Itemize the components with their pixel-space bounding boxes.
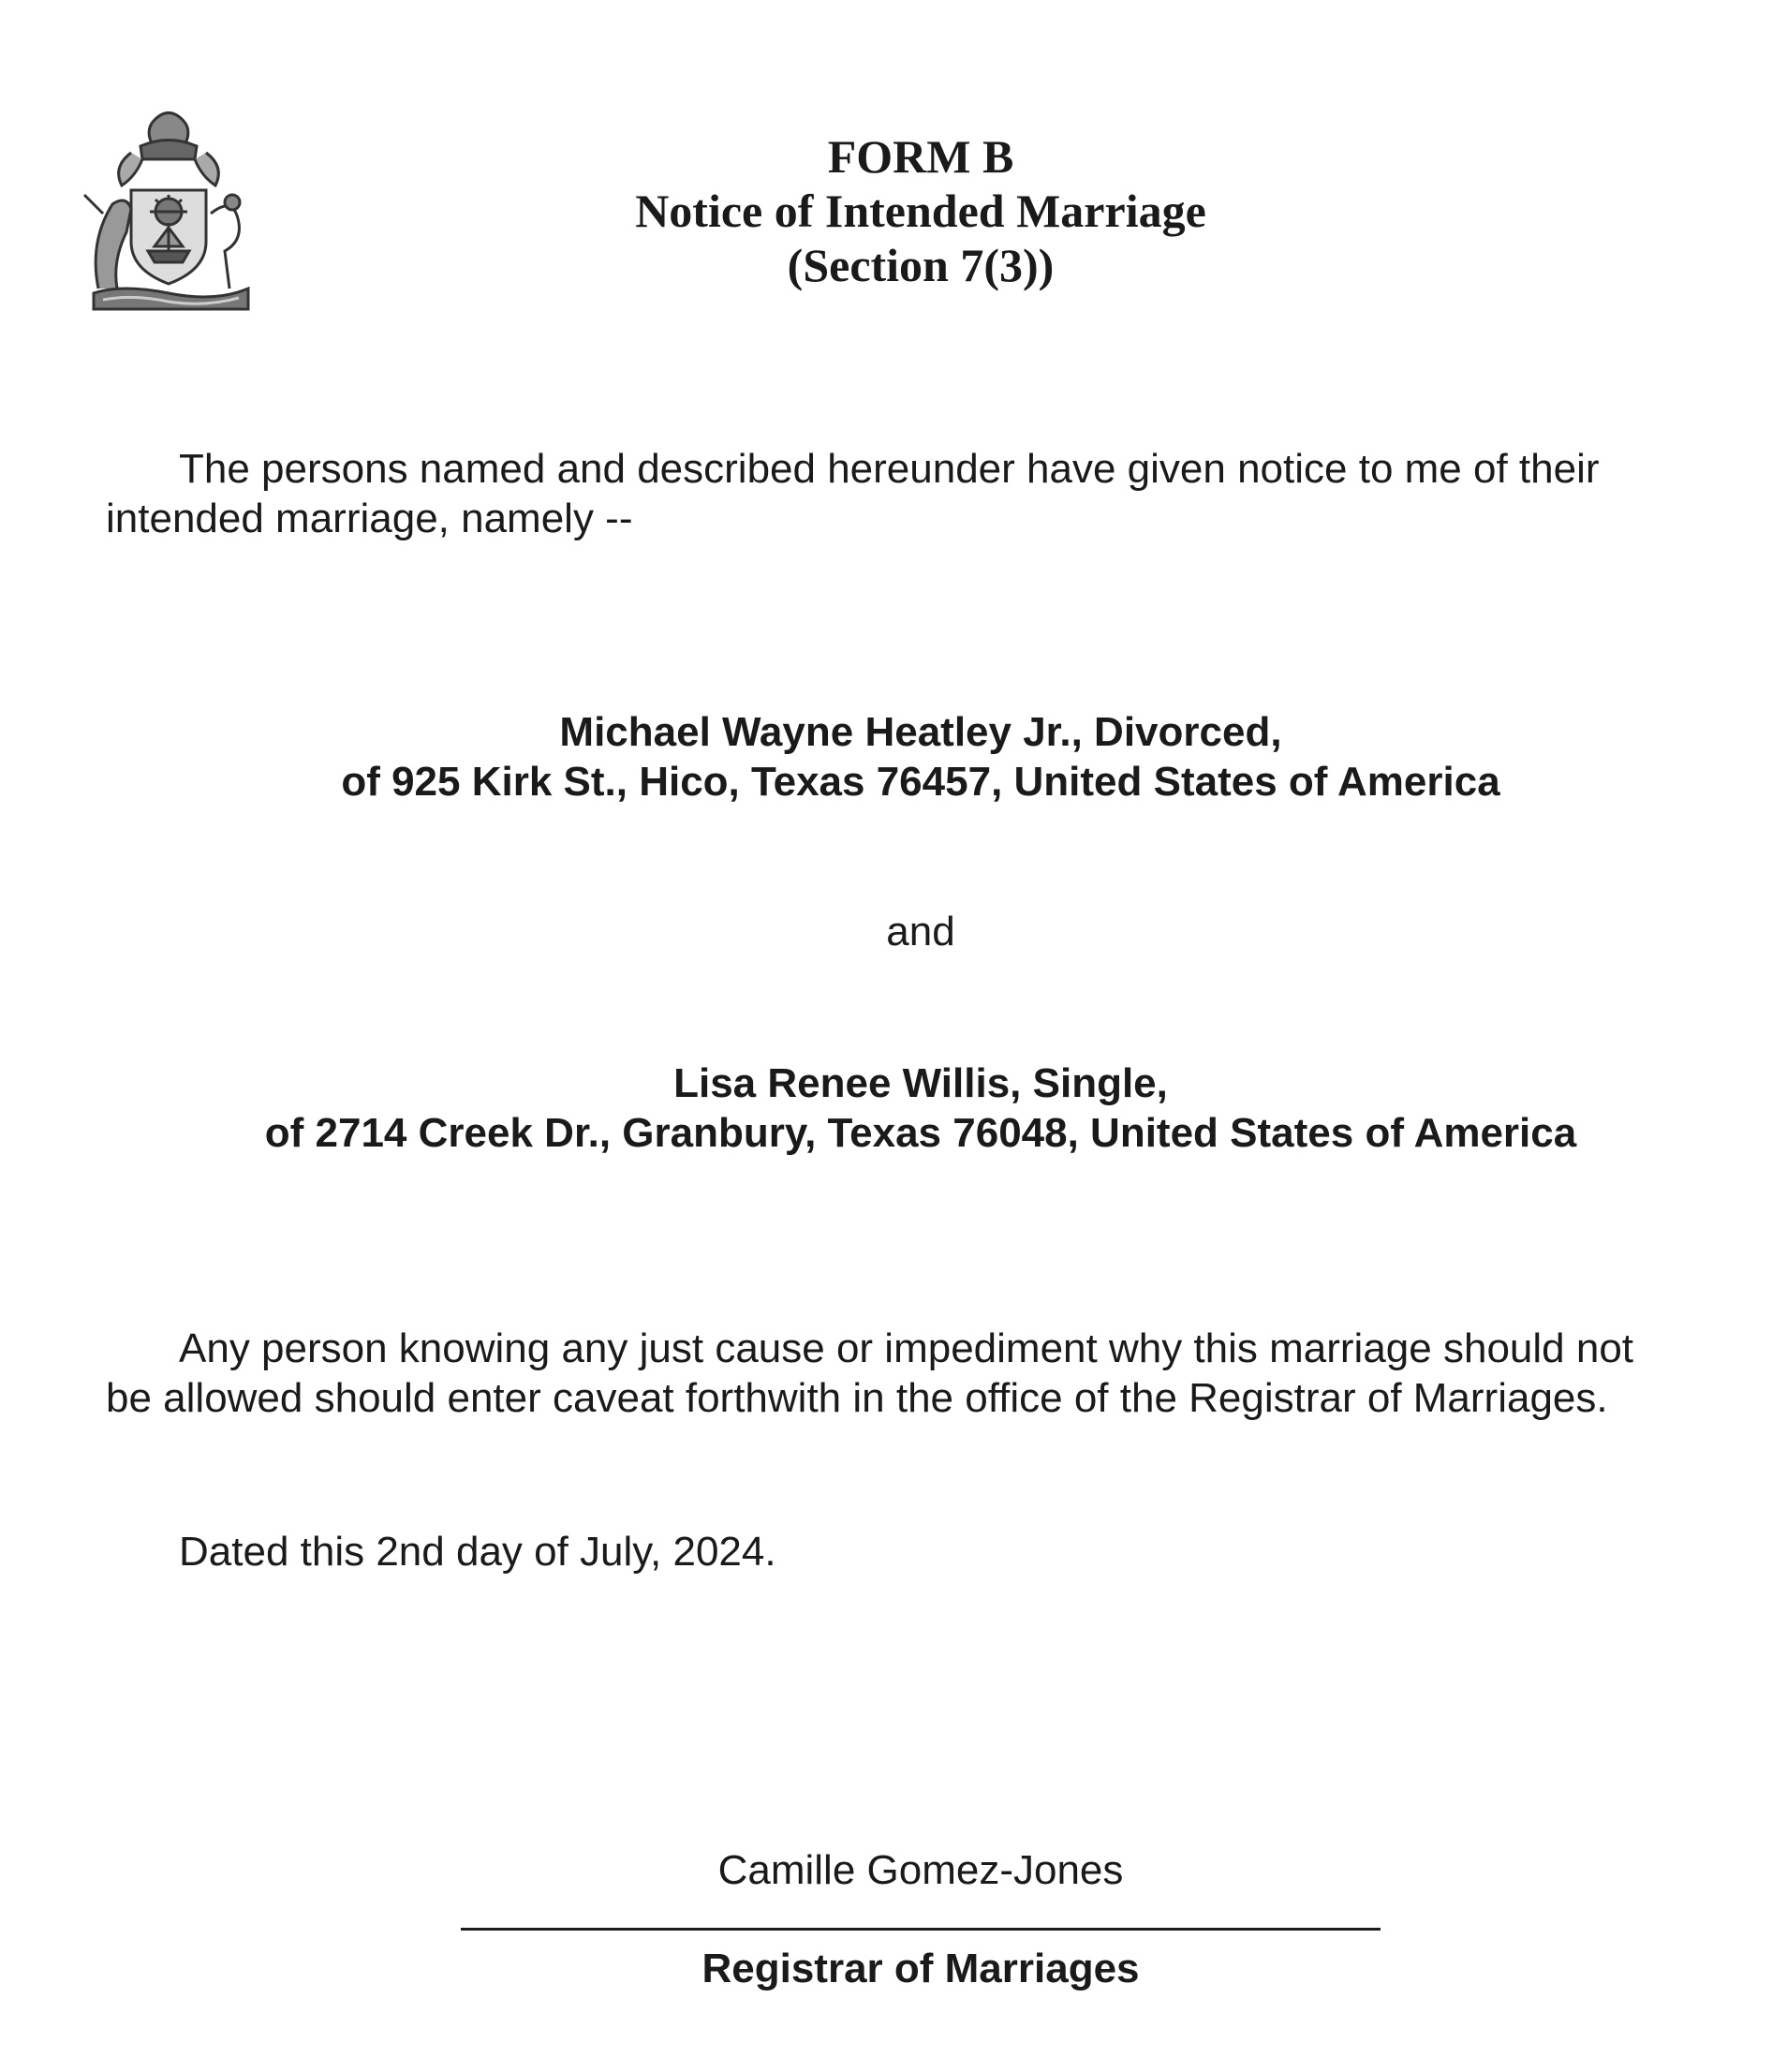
intro-line-1: The persons named and described hereunder have given notice to me of their — [179, 446, 1600, 492]
signatory-name: Camille Gomez-Jones — [717, 1847, 1124, 1893]
intro-paragraph — [106, 444, 1717, 543]
party-1-address: of 925 Kirk St., Hico, Texas 76457, United States of America — [341, 759, 1500, 805]
form-section: (Section 7(3)) — [787, 239, 1055, 291]
form-label: FORM B — [827, 130, 1014, 183]
caveat-paragraph — [106, 1324, 1717, 1423]
dated-line — [106, 1527, 1717, 1576]
intro-line-2: intended marriage, namely -- — [106, 496, 633, 541]
conjunction-text: and — [886, 909, 955, 955]
form-header — [0, 129, 1772, 292]
signatory-title: Registrar of Marriages — [701, 1946, 1140, 1991]
caveat-line-2: be allowed should enter caveat forthwith in the office of the Registrar of Marriages. — [106, 1375, 1608, 1421]
party-2-address: of 2714 Creek Dr., Granbury, Texas 76048, United States of America — [264, 1110, 1577, 1156]
caveat-line-1: Any person knowing any just cause or impediment why this marriage should not — [179, 1325, 1634, 1371]
signature-line — [461, 1928, 1381, 1931]
dated-text: Dated this 2nd day of July, 2024. — [179, 1529, 776, 1575]
form-title: Notice of Intended Marriage — [635, 185, 1206, 237]
party-1-name: Michael Wayne Heatley Jr., Divorced, — [559, 709, 1282, 755]
party-2-name: Lisa Renee Willis, Single, — [673, 1060, 1168, 1106]
